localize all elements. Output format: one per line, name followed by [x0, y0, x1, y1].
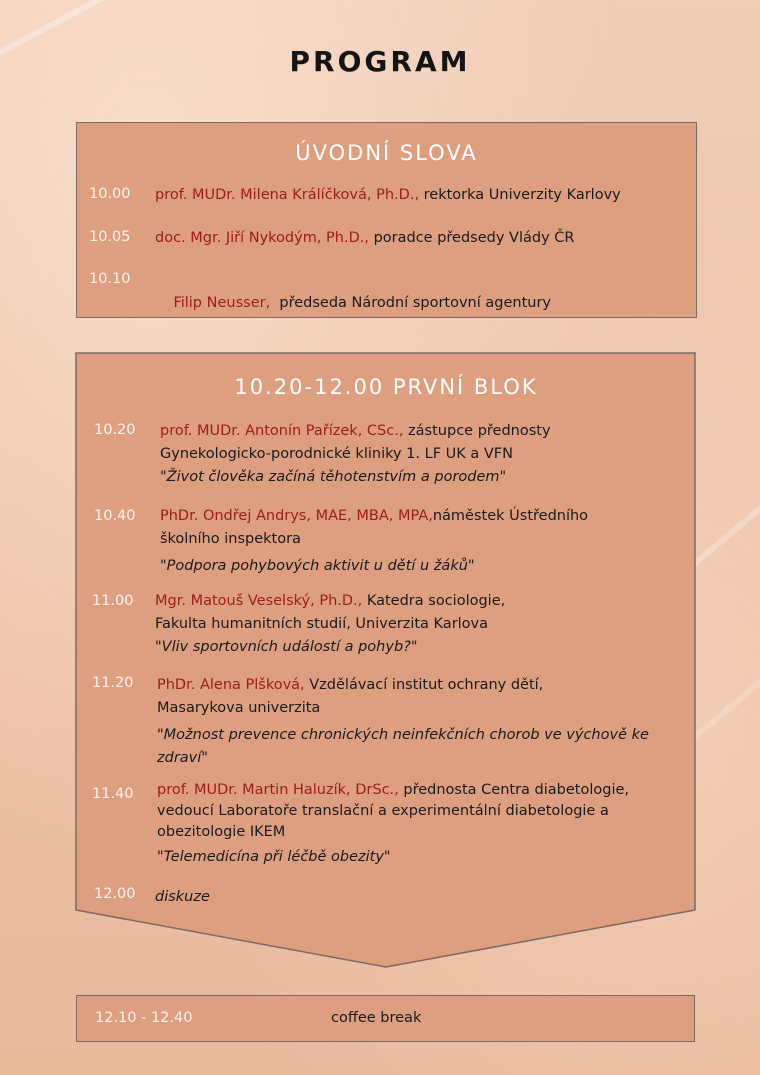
speaker-role: Masarykova univerzita	[157, 700, 321, 716]
speaker-name: doc. Mgr. Jiří Nykodým, Ph.D.,	[155, 230, 369, 246]
talk-title: diskuze	[155, 889, 210, 905]
speaker-name: Filip Neusser,	[173, 295, 271, 311]
speaker-role: náměstek Ústředního	[432, 508, 589, 524]
speaker-role: Vzdělávací institut ochrany dětí,	[304, 677, 544, 693]
speaker-role: vedoucí Laboratoře translační a experimentální diabetologie a obezitologie IKEM	[157, 803, 609, 840]
speaker-role: poradce předsedy Vlády ČR	[368, 230, 575, 246]
speaker-role: rektorka Univerzity Karlovy	[419, 187, 621, 203]
speaker-name: prof. MUDr. Antonín Pařízek, CSc.,	[160, 423, 404, 439]
break-label: coffee break	[331, 1010, 422, 1026]
intro-time: 10.00	[89, 186, 131, 202]
talk-title: "Vliv sportovních událostí a pohyb?"	[155, 639, 418, 655]
talk-title: "Podpora pohybových aktivit u dětí u žáků"	[160, 558, 475, 574]
program-entry	[155, 886, 455, 909]
speaker-role: Katedra sociologie,	[362, 593, 506, 609]
speaker-role: zástupce přednosty	[403, 423, 551, 439]
program-entry	[160, 505, 685, 578]
intro-heading: ÚVODNÍ SLOVA	[295, 141, 478, 165]
talk-title: "Život člověka začíná těhotenstvím a porodem"	[160, 469, 507, 485]
block1-time: 11.20	[92, 675, 134, 691]
page-title: PROGRAM	[289, 45, 471, 78]
speaker-name: PhDr. Alena Plšková,	[157, 677, 305, 693]
speaker-role: předseda Národní sportovní agentury	[270, 295, 552, 311]
program-entry	[155, 590, 685, 659]
talk-title: "Možnost prevence chronických neinfekčních chorob ve výchově ke zdraví"	[157, 727, 649, 766]
block1-time: 11.40	[92, 786, 134, 802]
speaker-role: Fakulta humanitních studií, Univerzita Karlova	[155, 616, 489, 632]
break-time: 12.10 - 12.40	[95, 1010, 193, 1026]
speaker-name: prof. MUDr. Martin Haluzík, DrSc.,	[157, 782, 399, 798]
block1-time: 11.00	[92, 593, 134, 609]
speaker-role: školního inspektora	[160, 531, 301, 547]
speaker-name: Mgr. Matouš Veselský, Ph.D.,	[155, 593, 363, 609]
block1-time: 10.20	[94, 422, 136, 438]
program-entry	[157, 674, 687, 770]
speaker-role: přednosta Centra diabetologie,	[398, 782, 629, 798]
block1-heading: 10.20-12.00 PRVNÍ BLOK	[234, 375, 538, 399]
block1-time: 10.40	[94, 508, 136, 524]
talk-title: "Telemedicína při léčbě obezity"	[157, 849, 391, 865]
program-entry	[157, 780, 692, 868]
coffee-break-bar	[76, 995, 695, 1042]
speaker-name: PhDr. Ondřej Andrys, MAE, MBA, MPA,	[160, 508, 433, 524]
intro-time: 10.05	[89, 229, 131, 245]
program-entry	[160, 420, 685, 489]
speaker-name: prof. MUDr. Milena Králíčková, Ph.D.,	[155, 187, 420, 203]
block1-time: 12.00	[94, 886, 136, 902]
intro-time: 10.10	[89, 271, 131, 287]
speaker-role: Gynekologicko-porodnické kliniky 1. LF UK a VFN	[160, 446, 513, 462]
